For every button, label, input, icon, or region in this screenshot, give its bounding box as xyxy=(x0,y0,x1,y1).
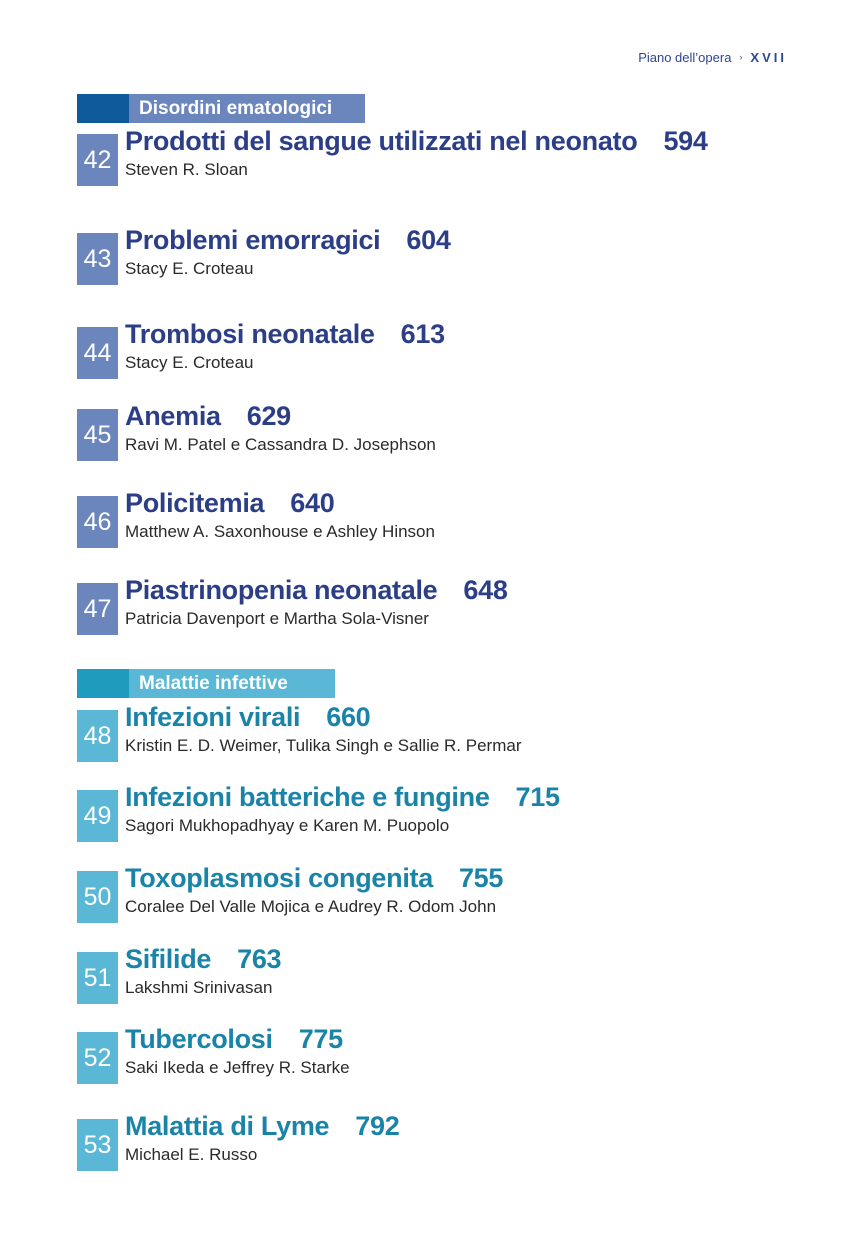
chapter-number: 47 xyxy=(77,583,118,635)
chapter-page: 660 xyxy=(326,702,371,732)
chapter-page: 594 xyxy=(663,126,708,156)
chapter-title-text: Anemia xyxy=(125,401,221,431)
chapter-title-text: Trombosi neonatale xyxy=(125,319,375,349)
chapter-title-text: Toxoplasmosi congenita xyxy=(125,863,433,893)
chapter-authors: Patricia Davenport e Martha Sola-Visner xyxy=(125,609,429,628)
chapter-title[interactable] xyxy=(125,702,370,733)
chapter-title[interactable] xyxy=(125,225,451,256)
chapter-authors: Kristin E. D. Weimer, Tulika Singh e Sallie R. Permar xyxy=(125,736,522,755)
chapter-number: 43 xyxy=(77,233,118,285)
section-header-malattie-infettive xyxy=(77,669,335,698)
chapter-page: 604 xyxy=(406,225,451,255)
section-header-disordini-ematologici xyxy=(77,94,365,123)
chapter-page: 613 xyxy=(400,319,445,349)
chapter-authors: Michael E. Russo xyxy=(125,1145,258,1164)
section-accent-bar xyxy=(77,94,129,123)
section-title: Malattie infettive xyxy=(129,669,335,698)
chapter-page: 775 xyxy=(298,1024,343,1054)
chapter-title-text: Tubercolosi xyxy=(125,1024,273,1054)
chapter-number: 45 xyxy=(77,409,118,461)
chapter-authors: Stacy E. Croteau xyxy=(125,259,254,278)
chapter-authors: Sagori Mukhopadhyay e Karen M. Puopolo xyxy=(125,816,450,835)
chapter-number: 52 xyxy=(77,1032,118,1084)
chapter-title[interactable] xyxy=(125,126,708,157)
chapter-number: 44 xyxy=(77,327,118,379)
chapter-number: 48 xyxy=(77,710,118,762)
chapter-title-text: Prodotti del sangue utilizzati nel neonato xyxy=(125,126,638,156)
chapter-title-text: Policitemia xyxy=(125,488,265,518)
chapter-title[interactable] xyxy=(125,319,445,350)
running-head-section: Piano dell’opera xyxy=(638,50,732,65)
running-head xyxy=(638,50,787,65)
chapter-number: 49 xyxy=(77,790,118,842)
chapter-title[interactable] xyxy=(125,863,503,894)
chapter-title[interactable] xyxy=(125,575,508,606)
chapter-authors: Ravi M. Patel e Cassandra D. Josephson xyxy=(125,435,436,454)
chapter-page: 792 xyxy=(355,1111,400,1141)
chapter-number: 53 xyxy=(77,1119,118,1171)
chapter-title-text: Piastrinopenia neonatale xyxy=(125,575,438,605)
chapter-authors: Saki Ikeda e Jeffrey R. Starke xyxy=(125,1058,350,1077)
section-title: Disordini ematologici xyxy=(129,94,365,123)
chapter-number: 42 xyxy=(77,134,118,186)
running-head-separator: › xyxy=(739,52,743,62)
chapter-title[interactable] xyxy=(125,782,560,813)
chapter-title[interactable] xyxy=(125,1024,343,1055)
chapter-page: 629 xyxy=(246,401,291,431)
chapter-page: 755 xyxy=(458,863,504,893)
chapter-number: 46 xyxy=(77,496,118,548)
chapter-page: 648 xyxy=(463,575,508,605)
chapter-authors: Lakshmi Srinivasan xyxy=(125,978,273,997)
chapter-page: 715 xyxy=(515,782,560,812)
chapter-page: 640 xyxy=(290,488,335,518)
chapter-authors: Steven R. Sloan xyxy=(125,160,248,179)
chapter-title-text: Infezioni virali xyxy=(125,702,301,732)
chapter-number: 50 xyxy=(77,871,118,923)
chapter-title[interactable] xyxy=(125,401,291,432)
chapter-authors: Matthew A. Saxonhouse e Ashley Hinson xyxy=(125,522,435,541)
chapter-title[interactable] xyxy=(125,1111,399,1142)
section-accent-bar xyxy=(77,669,129,698)
chapter-authors: Stacy E. Croteau xyxy=(125,353,254,372)
chapter-number: 51 xyxy=(77,952,118,1004)
chapter-title-text: Problemi emorragici xyxy=(125,225,381,255)
chapter-title[interactable] xyxy=(125,488,334,519)
chapter-title-text: Infezioni batteriche e fungine xyxy=(125,782,490,812)
chapter-title-text: Malattia di Lyme xyxy=(125,1111,330,1141)
chapter-title[interactable] xyxy=(125,944,281,975)
chapter-authors: Coralee Del Valle Mojica e Audrey R. Odom John xyxy=(125,897,497,916)
chapter-page: 763 xyxy=(237,944,282,974)
running-head-page-number: XVII xyxy=(750,50,787,65)
chapter-title-text: Sifilide xyxy=(125,944,212,974)
